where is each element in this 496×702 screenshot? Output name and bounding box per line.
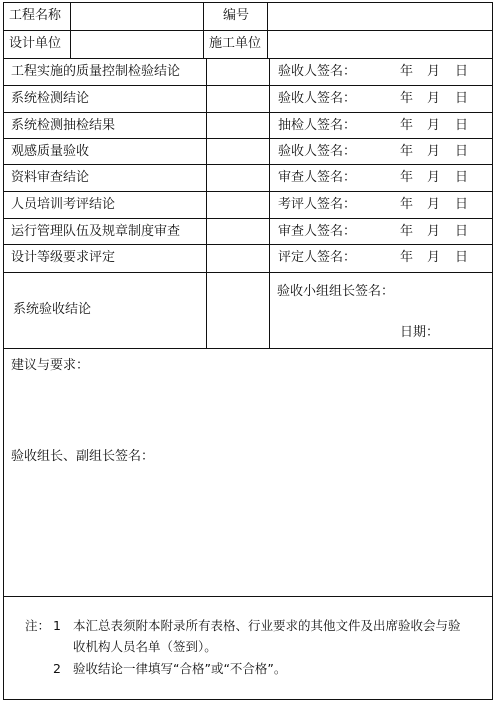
month-label: 月 (427, 170, 441, 185)
day-label: 日 (455, 197, 469, 212)
rule (3, 272, 493, 273)
day-label: 日 (455, 224, 469, 239)
month-label: 月 (427, 250, 441, 265)
day-label: 日 (455, 144, 469, 159)
signature-label: 审查人签名： (278, 170, 357, 185)
notes-prefix: 注： (25, 618, 51, 633)
border-top (3, 2, 493, 3)
signature-label: 考评人签名： (278, 197, 357, 212)
item-label: 资料审查结论 (11, 170, 90, 185)
rule (3, 218, 493, 219)
note-1-number: 1 (53, 618, 61, 633)
border-bottom (3, 699, 493, 700)
acceptance-summary-form (3, 2, 493, 700)
year-label: 年 (400, 118, 414, 133)
signature-label: 评定人签名： (278, 250, 357, 265)
rule (3, 244, 493, 245)
day-label: 日 (455, 118, 469, 133)
note-1-text: 本汇总表须附本附录所有表格、行业要求的其他文件及出席验收会与验 (73, 618, 461, 633)
year-label: 年 (400, 197, 414, 212)
day-label: 日 (455, 170, 469, 185)
year-label: 年 (400, 91, 414, 106)
item-label: 运行管理队伍及规章制度审查 (11, 224, 181, 239)
item-label: 人员培训考评结论 (11, 197, 116, 212)
item-label: 系统检测结论 (11, 91, 90, 106)
suggestions-label: 建议与要求： (11, 358, 90, 373)
signature-label: 审查人签名： (278, 224, 357, 239)
design-unit-label: 设计单位 (9, 36, 62, 51)
day-label: 日 (455, 64, 469, 79)
note-2-number: 2 (53, 661, 61, 676)
item-label: 系统检测抽检结果 (11, 118, 116, 133)
project-name-label: 工程名称 (9, 8, 62, 23)
year-label: 年 (400, 250, 414, 265)
year-label: 年 (400, 64, 414, 79)
rule (206, 58, 207, 349)
rule (3, 138, 493, 139)
construction-unit-label: 施工单位 (209, 36, 262, 51)
month-label: 月 (427, 91, 441, 106)
note-1-text-continued: 收机构人员名单（签到）。 (73, 639, 217, 654)
conclusion-date-label: 日期： (400, 325, 440, 340)
month-label: 月 (427, 224, 441, 239)
system-acceptance-conclusion-label: 系统验收结论 (13, 302, 92, 317)
rule (3, 596, 493, 597)
month-label: 月 (427, 197, 441, 212)
rule (70, 2, 71, 59)
rule (269, 58, 270, 349)
rule (3, 164, 493, 165)
leaders-signature-label: 验收组长、副组长签名： (11, 449, 155, 464)
item-label: 设计等级要求评定 (11, 250, 116, 265)
signature-label: 验收人签名： (278, 144, 357, 159)
day-label: 日 (455, 250, 469, 265)
number-label: 编号 (223, 8, 250, 23)
rule (3, 348, 493, 349)
rule (3, 191, 493, 192)
month-label: 月 (427, 118, 441, 133)
rule (267, 2, 268, 59)
year-label: 年 (400, 144, 414, 159)
signature-label: 验收人签名： (278, 64, 357, 79)
item-label: 观感质量验收 (11, 144, 90, 159)
rule (203, 2, 204, 59)
signature-label: 抽检人签名： (278, 118, 357, 133)
note-2-text: 验收结论一律填写“合格”或“不合格”。 (73, 661, 287, 676)
rule (3, 112, 493, 113)
month-label: 月 (427, 144, 441, 159)
rule (3, 30, 493, 31)
month-label: 月 (427, 64, 441, 79)
signature-label: 验收人签名： (278, 91, 357, 106)
year-label: 年 (400, 224, 414, 239)
item-label: 工程实施的质量控制检验结论 (11, 64, 181, 79)
rule (3, 85, 493, 86)
team-leader-signature-label: 验收小组组长签名： (277, 284, 395, 299)
year-label: 年 (400, 170, 414, 185)
rule (3, 58, 493, 59)
day-label: 日 (455, 91, 469, 106)
